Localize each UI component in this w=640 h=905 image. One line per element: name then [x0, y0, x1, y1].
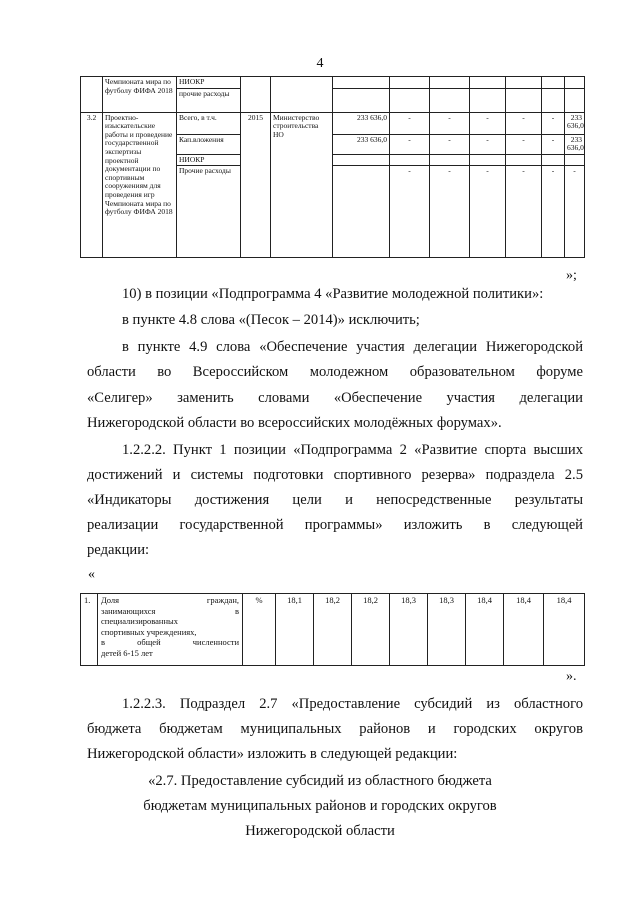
- total-cell: 233 636,0: [333, 112, 390, 134]
- unit-cell: %: [243, 594, 276, 666]
- funding-type-cell: Кап.вложения: [177, 134, 241, 154]
- funding-type-cell: Всего, в т.ч.: [177, 112, 241, 134]
- section-heading-line: бюджетам муниципальных районов и городских округов: [143, 798, 497, 814]
- value-cell: 18,4: [544, 594, 585, 666]
- paragraph-1-2-2-2-line: «Индикаторы достижения цели и непосредственные результаты: [87, 492, 583, 508]
- indicator-table: [80, 593, 585, 666]
- paragraph-4-9-line: в пункте 4.9 слова «Обеспечение участия делегации Нижегородской: [122, 339, 583, 355]
- paragraph-4-9-line: области во Всероссийском молодежном образовательном форуме: [87, 364, 583, 380]
- activity-name-cell: Проектно-изыскательские работы и проведение государственной экспертизы проектной документации по спортивным сооружениям для проведения игр Чемпионата мира по футболу ФИФА 2018: [103, 112, 177, 258]
- page-number: 4: [316, 56, 324, 71]
- activity-table: [80, 76, 585, 258]
- value-cell: 18,4: [504, 594, 544, 666]
- open-quote: «: [88, 567, 95, 582]
- table-row: [81, 77, 585, 89]
- table-row: Кап.вложения 233 636,0 - - - - - 233 636,0: [81, 134, 585, 154]
- section-heading-line: Нижегородской области: [245, 823, 395, 839]
- paragraph-1-2-2-2-line: реализации государственной программы» изложить в следующей: [87, 517, 583, 533]
- table-row: Прочие расходы - - - - - -: [81, 166, 585, 258]
- table1-close-mark: »;: [566, 268, 577, 283]
- funding-type-cell: прочие расходы: [177, 88, 241, 112]
- row-id-cell: 3.2: [81, 112, 103, 258]
- value-cell: 18,1: [276, 594, 314, 666]
- paragraph-10: 10) в позиции «Подпрограмма 4 «Развитие молодежной политики»:: [122, 286, 544, 302]
- executor-cell: Министерство строительства НО: [271, 112, 333, 258]
- indicator-description-cell: Доля граждан, занимающихся в специализированных спортивных учреждениях, в общей численности детей 6-15 лет: [98, 594, 243, 666]
- table-row: 3.2 Проектно-изыскательские работы и проведение государственной экспертизы проектной документации по спортивным сооружениям для проведения игр Чемпионата мира по футболу ФИФА 2018 Всего, в т.ч. 2015 Министерство строительства НО 233 636,0 - - - - - 233 636,0: [81, 112, 585, 134]
- value-cell: 18,2: [352, 594, 390, 666]
- paragraph-1-2-2-2-line: достижений и системы подготовки спортивного резерва» подраздела 2.5: [87, 467, 583, 483]
- section-heading-line: «2.7. Предоставление субсидий из областного бюджета: [148, 773, 492, 789]
- value-cell: 18,2: [314, 594, 352, 666]
- table-row: [81, 594, 585, 666]
- table2-close-mark: ».: [566, 669, 577, 684]
- year-cell: 2015: [241, 112, 271, 258]
- value-cell: 18,4: [466, 594, 504, 666]
- paragraph-1-2-2-3-line: Нижегородской области» изложить в следующей редакции:: [87, 746, 458, 762]
- indicator-number-cell: 1.: [81, 594, 98, 666]
- paragraph-4-9-line: Нижегородской области во всероссийских молодёжных форумах».: [87, 415, 502, 431]
- value-cell: 18,3: [390, 594, 428, 666]
- paragraph-1-2-2-3-line: 1.2.2.3. Подраздел 2.7 «Предоставление субсидий из областного: [122, 696, 583, 712]
- funding-type-cell: НИОКР: [177, 154, 241, 166]
- funding-type-cell: НИОКР: [177, 77, 241, 89]
- activity-name-cell: Чемпионата мира по футболу ФИФА 2018: [103, 77, 177, 113]
- paragraph-4-9-line: «Селигер» заменить словами «Обеспечение участия делегации: [87, 390, 583, 406]
- row-id-cell: [81, 77, 103, 113]
- paragraph-4-8: в пункте 4.8 слова «(Песок – 2014)» исключить;: [122, 312, 420, 328]
- paragraph-1-2-2-3-line: бюджета бюджетам муниципальных районов и городских округов: [87, 721, 583, 737]
- paragraph-1-2-2-2-line: редакции:: [87, 542, 150, 558]
- funding-type-cell: Прочие расходы: [177, 166, 241, 258]
- value-cell: 18,3: [428, 594, 466, 666]
- paragraph-1-2-2-2-line: 1.2.2.2. Пункт 1 позиции «Подпрограмма 2 «Развитие спорта высших: [122, 442, 583, 458]
